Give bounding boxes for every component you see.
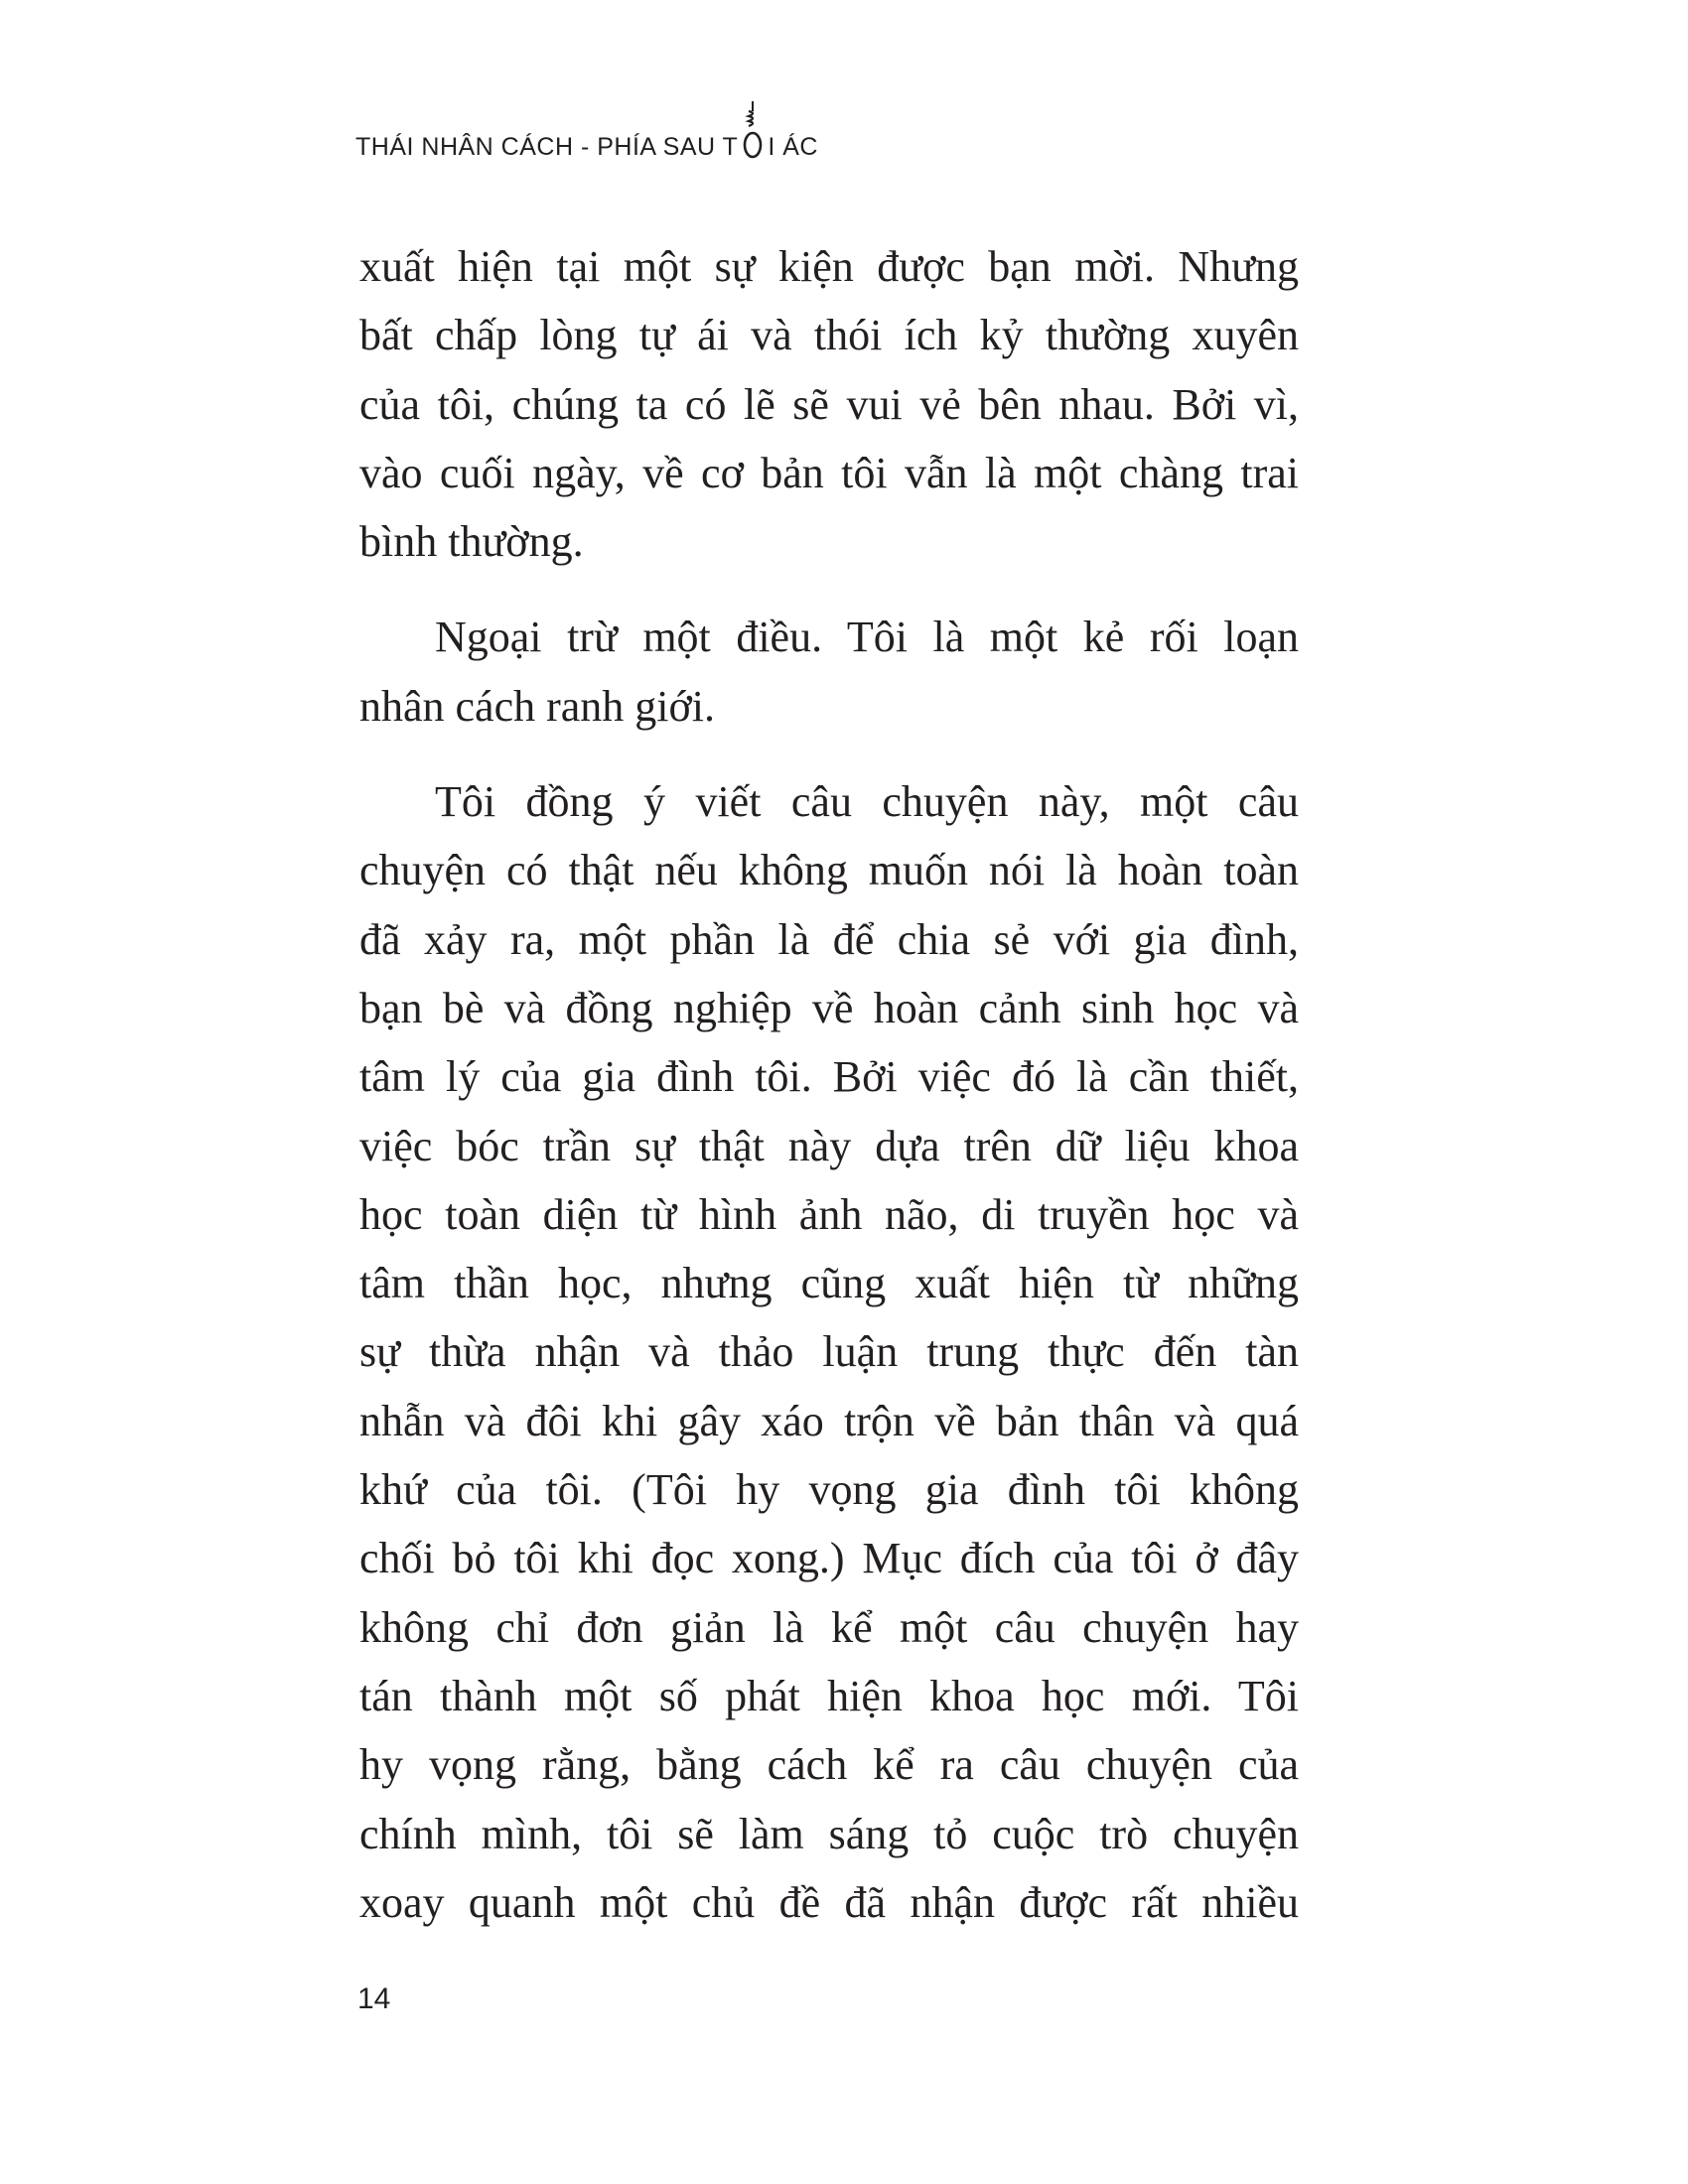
text-line: nhân cách ranh giới. — [359, 681, 716, 731]
text-line: sự thừa nhận và thảo luận trung thực đến tàn — [359, 1327, 1299, 1377]
text-line: hy vọng rằng, bằng cách kể ra câu chuyện của — [359, 1740, 1299, 1790]
running-header-title-right: I ÁC — [768, 133, 818, 161]
text-line: khứ của tôi. (Tôi hy vọng gia đình tôi không — [359, 1465, 1299, 1515]
text-line: đã xảy ra, một phần là để chia sẻ với gia đình, — [359, 914, 1299, 964]
page-number: 14 — [357, 1982, 391, 2015]
text-line: xuất hiện tại một sự kiện được bạn mời. Nhưng — [359, 242, 1299, 291]
paragraph — [359, 232, 1299, 576]
text-line: chối bỏ tôi khi đọc xong.) Mục đích của tôi ở đây — [359, 1534, 1299, 1583]
text-line: học toàn diện từ hình ảnh não, di truyền học và — [359, 1189, 1299, 1239]
text-line: việc bóc trần sự thật này dựa trên dữ liệu khoa — [359, 1121, 1299, 1170]
running-header — [355, 127, 818, 162]
noose-icon — [738, 127, 768, 161]
paragraph — [359, 767, 1299, 1937]
paragraph — [359, 603, 1299, 741]
text-line: bất chấp lòng tự ái và thói ích kỷ thường xuyên — [359, 311, 1299, 360]
text-line: Ngoại trừ một điều. Tôi là một kẻ rối loạn — [435, 613, 1299, 662]
body-text — [359, 232, 1299, 1937]
text-line: tâm lý của gia đình tôi. Bởi việc đó là cần thiết, — [359, 1052, 1299, 1102]
text-line: tâm thần học, nhưng cũng xuất hiện từ những — [359, 1259, 1299, 1308]
text-line: vào cuối ngày, về cơ bản tôi vẫn là một chàng trai — [359, 448, 1299, 497]
text-line: của tôi, chúng ta có lẽ sẽ vui vẻ bên nhau. Bởi vì, — [359, 379, 1299, 429]
text-line: bạn bè và đồng nghiệp về hoàn cảnh sinh học và — [359, 983, 1299, 1032]
text-line: chính mình, tôi sẽ làm sáng tỏ cuộc trò chuyện — [359, 1809, 1299, 1858]
text-line: xoay quanh một chủ đề đã nhận được rất nhiều — [359, 1877, 1299, 1927]
text-line: chuyện có thật nếu không muốn nói là hoàn toàn — [359, 846, 1299, 895]
text-line: Tôi đồng ý viết câu chuyện này, một câu — [435, 777, 1299, 827]
text-line: tán thành một số phát hiện khoa học mới. Tôi — [359, 1671, 1299, 1720]
text-line: không chỉ đơn giản là kể một câu chuyện hay — [359, 1602, 1299, 1652]
running-header-title-left: THÁI NHÂN CÁCH - PHÍA SAU T — [355, 133, 739, 161]
text-line: nhẫn và đôi khi gây xáo trộn về bản thân và quá — [359, 1396, 1299, 1445]
text-line: bình thường. — [359, 517, 584, 567]
